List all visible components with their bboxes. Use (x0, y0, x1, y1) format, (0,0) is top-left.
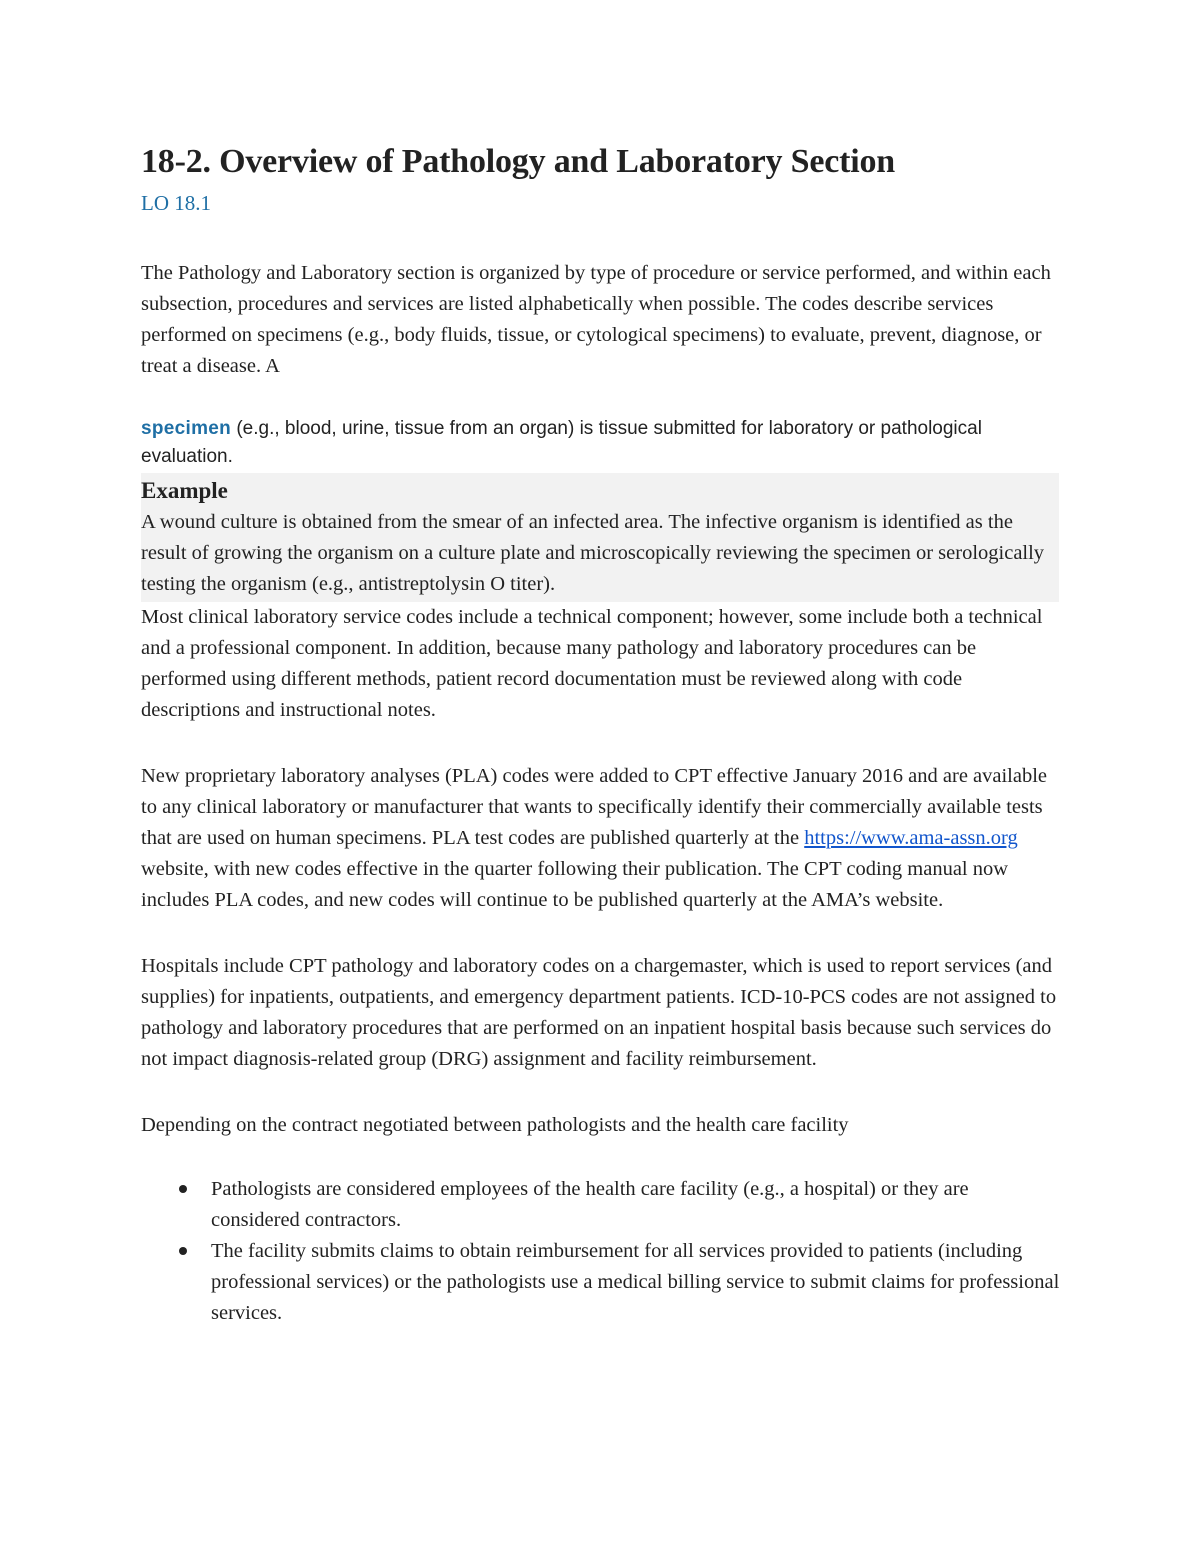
definition-term: specimen (141, 418, 232, 439)
example-heading: Example (141, 478, 228, 503)
bullet-dot-icon (179, 1185, 187, 1193)
intro-paragraph: The Pathology and Laboratory section is organized by type of procedure or service performed, and within each subsection, procedures and services are listed alphabetically when possible. The codes describe services performed on specimens (e.g., body fluids, tissue, or cytological specimens) to evaluate, prevent, diagnose, or treat a disease. A (141, 262, 1051, 377)
document-page (141, 140, 1061, 1329)
definition-paragraph (141, 415, 1061, 471)
list-item-text: Pathologists are considered employees of the health care facility (e.g., a hospital) or they are considered contractors. (211, 1178, 969, 1231)
contract-paragraph: Depending on the contract negotiated between pathologists and the health care facility (141, 1114, 849, 1136)
learning-objective: LO 18.1 (141, 191, 211, 215)
components-paragraph: Most clinical laboratory service codes include a technical component; however, some include both a technical and a professional component. In addition, because many pathology and laboratory procedures can be performed using different methods, patient record documentation must be reviewed along with code descriptions and instructional notes. (141, 606, 1043, 721)
pla-text-after: website, with new codes effective in the quarter following their publication. The CPT coding manual now includes PLA codes, and new codes will continue to be published quarterly at the AMA’s website. (141, 858, 1009, 911)
example-text: A wound culture is obtained from the smear of an infected area. The infective organism is identified as the result of growing the organism on a culture plate and microscopically reviewing the specimen or serologically testing the organism (e.g., antistreptolysin O titer). (141, 511, 1045, 595)
bullet-list (141, 1174, 1061, 1329)
ama-website-link[interactable]: https://www.ama-assn.org (804, 827, 1018, 849)
example-box (141, 473, 1059, 602)
pla-paragraph (141, 761, 1061, 916)
bullet-dot-icon (179, 1247, 187, 1255)
hospitals-paragraph: Hospitals include CPT pathology and laboratory codes on a chargemaster, which is used to report services (and supplies) for inpatients, outpatients, and emergency department patients. ICD-10-PCS codes are not assigned to pathology and laboratory procedures that are performed on an inpatient hospital basis because such services do not impact diagnosis-related group (DRG) assignment and facility reimbursement. (141, 955, 1057, 1070)
page-title: 18-2. Overview of Pathology and Laboratory Section (141, 143, 895, 180)
list-item-text: The facility submits claims to obtain reimbursement for all services provided to patients (including professional services) or the pathologists use a medical billing service to submit claims for professional services. (211, 1240, 1060, 1324)
list-item (141, 1174, 1061, 1236)
definition-text: (e.g., blood, urine, tissue from an organ) is tissue submitted for laboratory or pathological evaluation. (141, 418, 982, 467)
pla-text-before: New proprietary laboratory analyses (PLA) codes were added to CPT effective January 2016 and are available to any clinical laboratory or manufacturer that wants to specifically identify their commercially available tests that are used on human specimens. PLA test codes are published quarterly at the (141, 765, 1048, 849)
list-item (141, 1236, 1061, 1329)
